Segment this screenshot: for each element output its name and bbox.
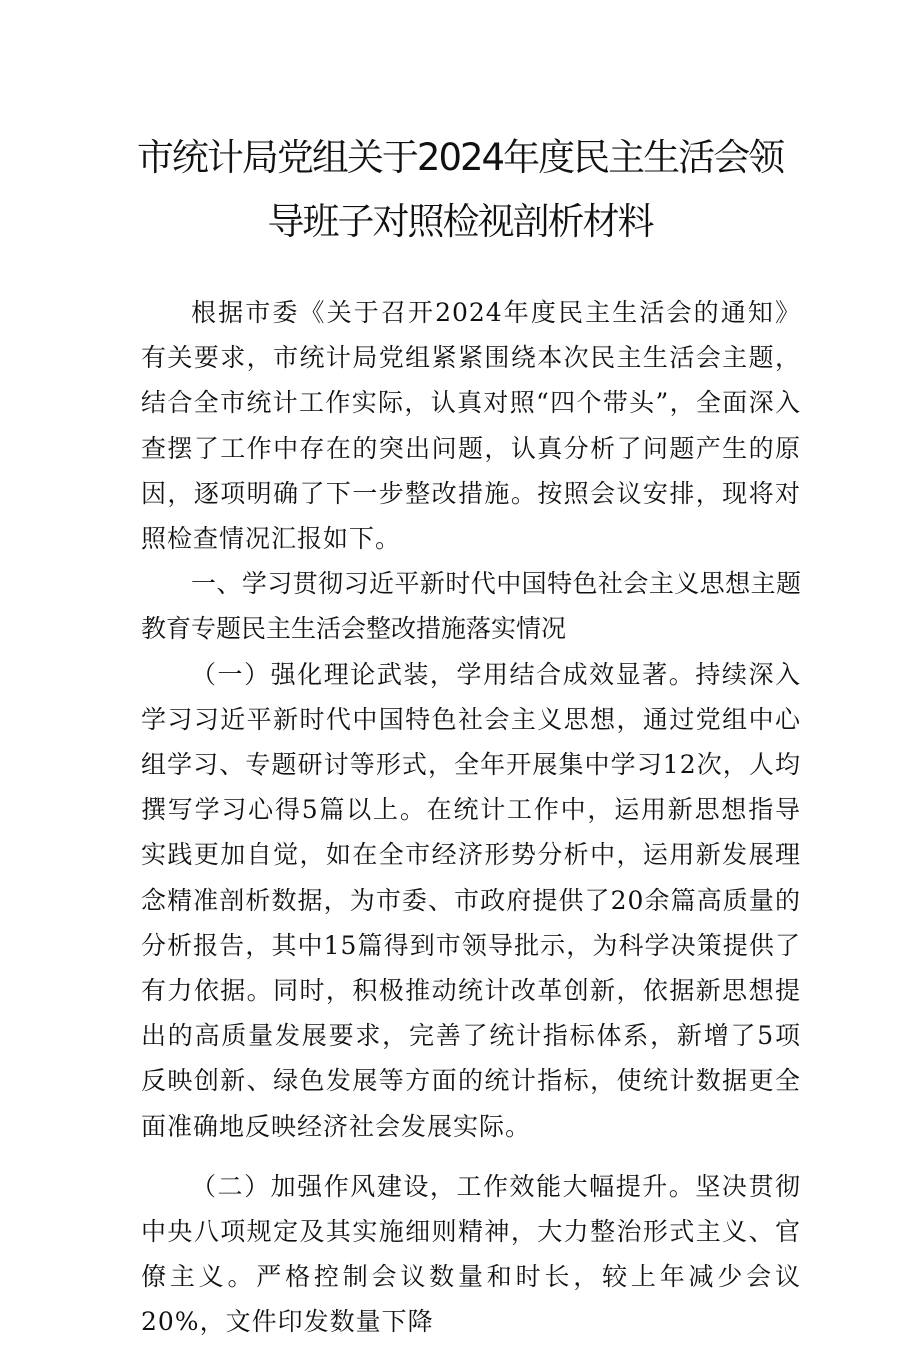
body-paragraph-1: （一）强化理论武装，学用结合成效显著。持续深入学习习近平新时代中国特色社会主义思想，通过党组中心组学习、专题研讨等形式，全年开展集中学习12次，人均撰写学习心得5篇以上。在统计工作中，运用新思想指导实践更加自觉，如在全市经济形势分析中，运用新发展理念精准剖析数据，为市委、市政府提供了20余篇高质量的分析报告，其中15篇得到市领导批示，为科学决策提供了有力依据。同时，积极推动统计改革创新，依据新思想提出的高质量发展要求，完善了统计指标体系，新增了5项反映创新、绿色发展等方面的统计指标，使统计数据更全面准确地反映经济社会发展实际。 bbox=[141, 659, 801, 1141]
section-heading: 一、学习贯彻习近平新时代中国特色社会主义思想主题教育专题民主生活会整改措施落实情况 bbox=[141, 569, 801, 644]
body-paragraph-2: （二）加强作风建设，工作效能大幅提升。坚决贯彻中央八项规定及其实施细则精神，大力整治形式主义、官僚主义。严格控制会议数量和时长，较上年减少会议20%，文件印发数量下降 bbox=[141, 1171, 801, 1337]
document-title-line-1: 市统计局党组关于2024年度民主生活会领 bbox=[136, 136, 784, 179]
intro-paragraph: 根据市委《关于召开2024年度民主生活会的通知》有关要求，市统计局党组紧紧围绕本次民主生活会主题，结合全市统计工作实际，认真对照“四个带头”，全面深入查摆了工作中存在的突出问题，认真分析了问题产生的原因，逐项明确了下一步整改措施。按照会议安排，现将对照检查情况汇报如下。 bbox=[141, 298, 801, 554]
document-title-line-2: 导班子对照检视剖析材料 bbox=[267, 200, 653, 243]
document-body bbox=[141, 290, 801, 1345]
